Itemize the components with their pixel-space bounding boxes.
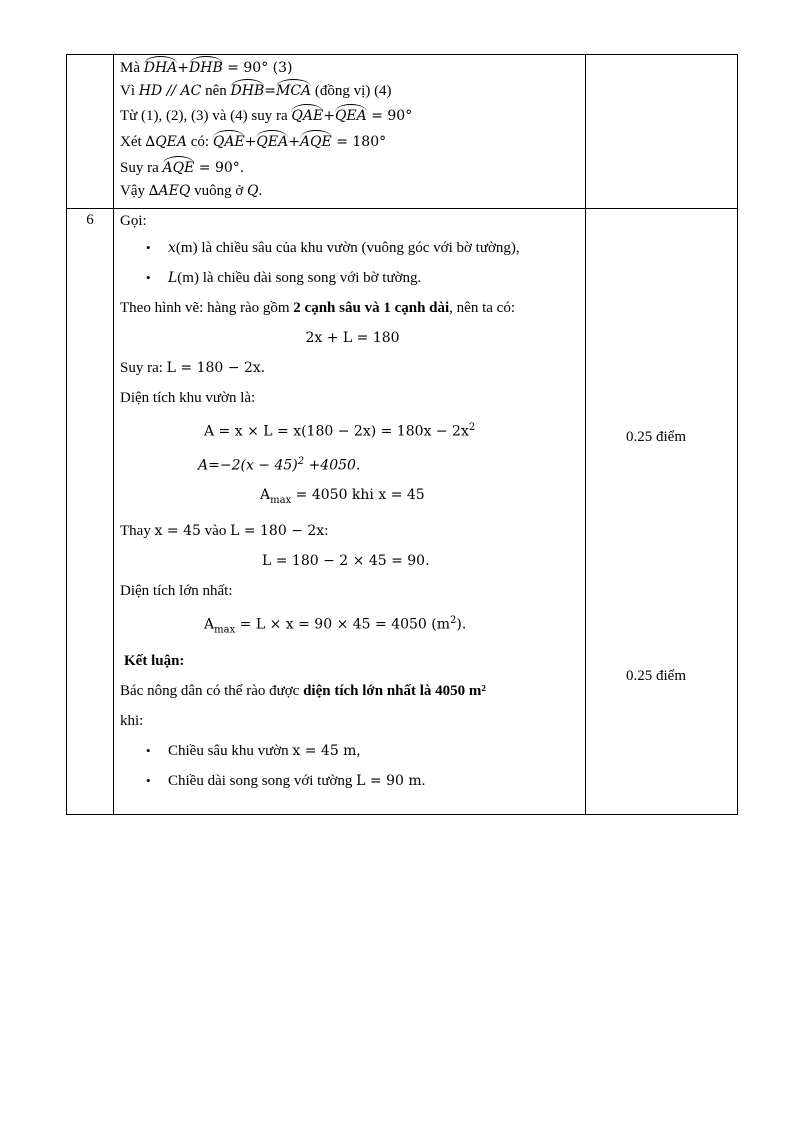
score-cell-prev xyxy=(586,55,738,209)
equation-vertex: $A=-2(x - 45)^2 +4050$. xyxy=(198,455,361,474)
conclusion-title: Kết luận: xyxy=(124,652,185,669)
equation-max: $A_{max} = 4050$ khi x = 45 xyxy=(260,487,425,507)
list-item: • Chiều sâu khu vườn x = 45 m, xyxy=(168,736,585,766)
conclusion-text: Bác nông dân có thể rào được diện tích lớn nhất là 4050 m² xyxy=(120,682,486,699)
solution-cell-6 xyxy=(114,209,586,815)
conclusion-list xyxy=(120,736,585,796)
equation-perimeter: 2x + L = 180 xyxy=(305,330,400,346)
equation-length: L = 180 − 2 × 45 = 90. xyxy=(262,553,430,570)
score-cell-6 xyxy=(586,209,738,815)
thay-line: Thay x = 45 vào L = 180 − 2x: xyxy=(120,523,329,540)
list-item: • L(m) là chiều dài song song với bờ tường. xyxy=(168,263,585,293)
suy-ra-line: Suy ra: L = 180 − 2x. xyxy=(120,360,266,376)
definition-list xyxy=(120,233,585,293)
line-tu: Từ (1), (2), (3) và (4) suy ra QAE+QEA = 90° xyxy=(120,108,413,124)
question-number: 6 xyxy=(86,212,94,228)
line-suy-ra: Suy ra AQE = 90°. xyxy=(120,160,245,176)
line-xet: Xét ∆QEA có: QAE+QEA+AQE = 180° xyxy=(120,134,387,150)
intro-text: Gọi: xyxy=(120,213,147,229)
max-area-label: Diện tích lớn nhất: xyxy=(120,583,233,600)
list-item: • Chiều dài song song với tường L = 90 m. xyxy=(168,766,585,796)
table-row-6 xyxy=(67,209,738,815)
line-vay: Vậy ∆AEQ vuông ở Q. xyxy=(120,183,263,199)
equation-area: $A = x \times L = x(180 - 2x) = 180x - 2x^2$ xyxy=(204,422,476,440)
score-label-2: 0.25 điểm xyxy=(626,668,686,684)
score-label-1: 0.25 điểm xyxy=(626,429,686,445)
area-label: Diện tích khu vườn là: xyxy=(120,390,256,406)
list-item: • x(m) là chiều sâu của khu vườn (vuông góc với bờ tường), xyxy=(168,233,585,263)
table-row-prev xyxy=(67,55,738,209)
theo-hinh-ve: Theo hình vẽ: hàng rào gồm 2 cạnh sâu và 1 cạnh dài, nên ta có: xyxy=(120,300,515,316)
question-number-cell-empty xyxy=(67,55,114,209)
solution-cell-prev xyxy=(114,55,586,209)
conclusion-khi: khi: xyxy=(120,712,144,729)
line-ma: Mà DHA+DHB = 90° (3) xyxy=(120,60,293,76)
line-vi: Vì HD // AC nên DHB=MCA (đồng vị) (4) xyxy=(120,83,392,99)
question-number-cell xyxy=(67,209,114,815)
equation-final: $A_{max} = L \times x = 90 \times 45 = 4050$ $(m^2)$. xyxy=(204,615,467,636)
